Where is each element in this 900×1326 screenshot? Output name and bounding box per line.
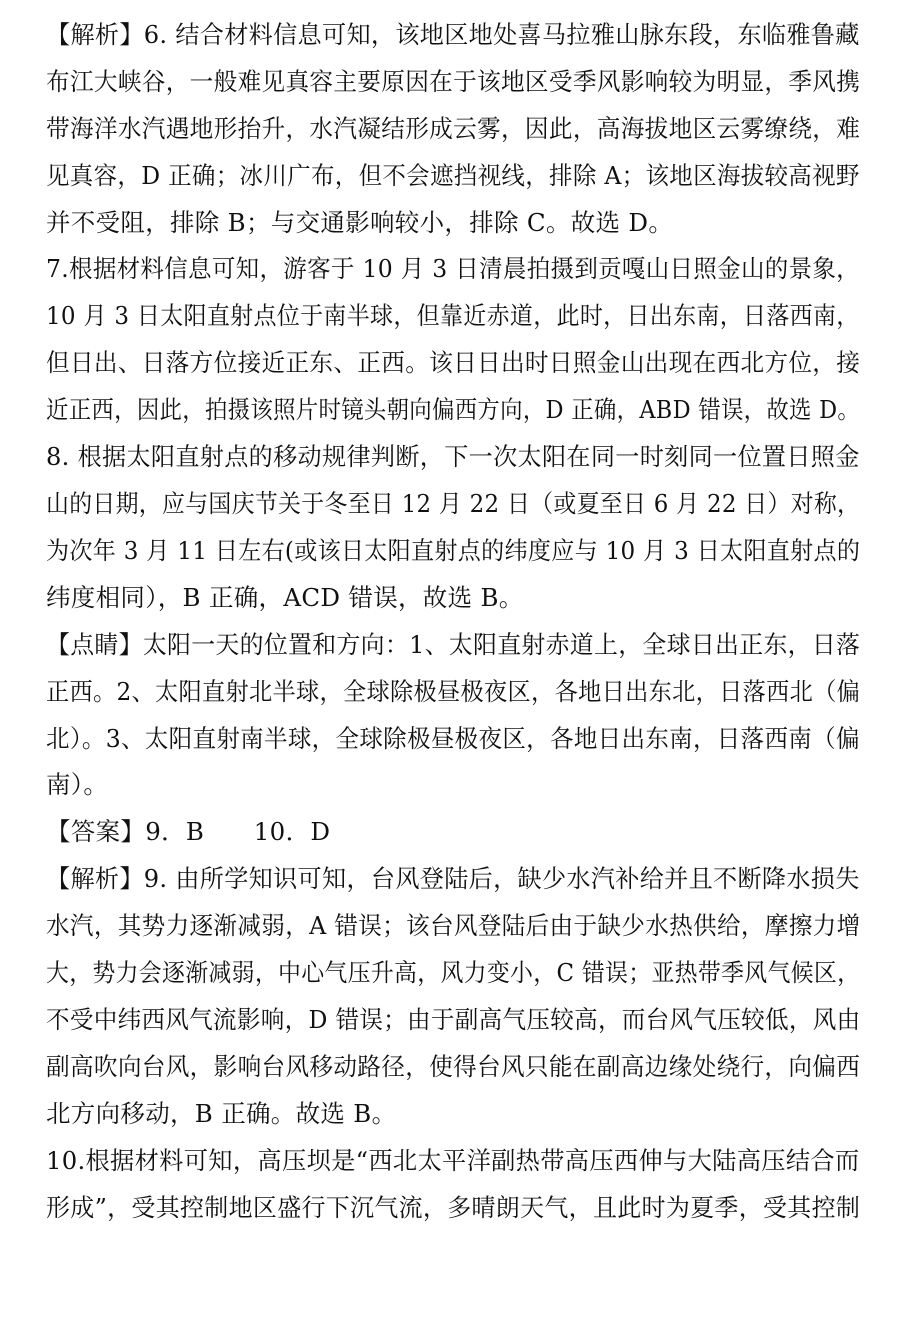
- text-line: 形成”，受其控制地区盛行下沉气流，多晴朗天气，且此时为夏季，受其控制: [46, 1193, 861, 1222]
- text-line: 布江大峡谷，一般难见真容主要原因在于该地区受季风影响较为明显，季风携: [46, 67, 861, 96]
- text-line: 7.根据材料信息可知，游客于 10 月 3 日清晨拍摄到贡嘎山日照金山的景象，: [46, 254, 860, 283]
- text-line: 北）。3、太阳直射南半球，全球除极昼极夜区，各地日出东南，日落西南（偏: [46, 724, 860, 753]
- text-line: 【解析】9. 由所学知识可知，台风登陆后，缺少水汽补给并且不断降水损失: [46, 864, 860, 893]
- text-line: 见真容，D 正确；冰川广布，但不会遮挡视线，排除 A；该地区海拔较高视野: [46, 161, 860, 190]
- text-line: 近正西，因此，拍摄该照片时镜头朝向偏西方向，D 正确，ABD 错误，故选 D。: [46, 395, 861, 424]
- text-line: 【解析】6. 结合材料信息可知，该地区地处喜马拉雅山脉东段，东临雅鲁藏: [46, 20, 860, 49]
- text-line: 【答案】9．B 10．D: [46, 817, 331, 846]
- text-line: 副高吹向台风，影响台风移动路径，使得台风只能在副高边缘处绕行，向偏西: [46, 1052, 861, 1081]
- text-line: 大，势力会逐渐减弱，中心气压升高，风力变小，C 错误；亚热带季风气候区，: [46, 958, 861, 987]
- text-line: 正西。2、太阳直射北半球，全球除极昼极夜区，各地日出东北，日落西北（偏: [46, 677, 861, 706]
- text-line: 不受中纬西风气流影响，D 错误；由于副高气压较高，而台风气压较低，风由: [46, 1005, 861, 1034]
- text-line: 水汽，其势力逐渐减弱，A 错误；该台风登陆后由于缺少水热供给，摩擦力增: [46, 911, 861, 940]
- text-line: 并不受阻，排除 B；与交通影响较小，排除 C。故选 D。: [46, 208, 674, 237]
- text-line: 为次年 3 月 11 日左右(或该日太阳直射点的纬度应与 10 月 3 日太阳直射点的: [46, 536, 861, 565]
- text-line: 带海洋水汽遇地形抬升，水汽凝结形成云雾，因此，高海拔地区云雾缭绕，难: [46, 114, 861, 143]
- text-line: 纬度相同），B 正确，ACD 错误，故选 B。: [46, 583, 524, 612]
- text-line: 山的日期，应与国庆节关于冬至日 12 月 22 日（或夏至日 6 月 22 日）对称，: [46, 489, 861, 518]
- text-line: 北方向移动，B 正确。故选 B。: [46, 1099, 397, 1128]
- text-line: 8. 根据太阳直射点的移动规律判断，下一次太阳在同一时刻同一位置日照金: [46, 442, 860, 471]
- text-line: 南）。: [46, 770, 109, 799]
- text-line: 10.根据材料可知，高压坝是“西北太平洋副热带高压西伸与大陆高压结合而: [46, 1146, 860, 1175]
- text-line: 【点睛】太阳一天的位置和方向：1、太阳直射赤道上，全球日出正东，日落: [46, 630, 861, 659]
- text-line: 10 月 3 日太阳直射点位于南半球，但靠近赤道，此时，日出东南，日落西南，: [46, 301, 860, 330]
- text-line: 但日出、日落方位接近正东、正西。该日日出时日照金山出现在西北方位，接: [46, 348, 861, 377]
